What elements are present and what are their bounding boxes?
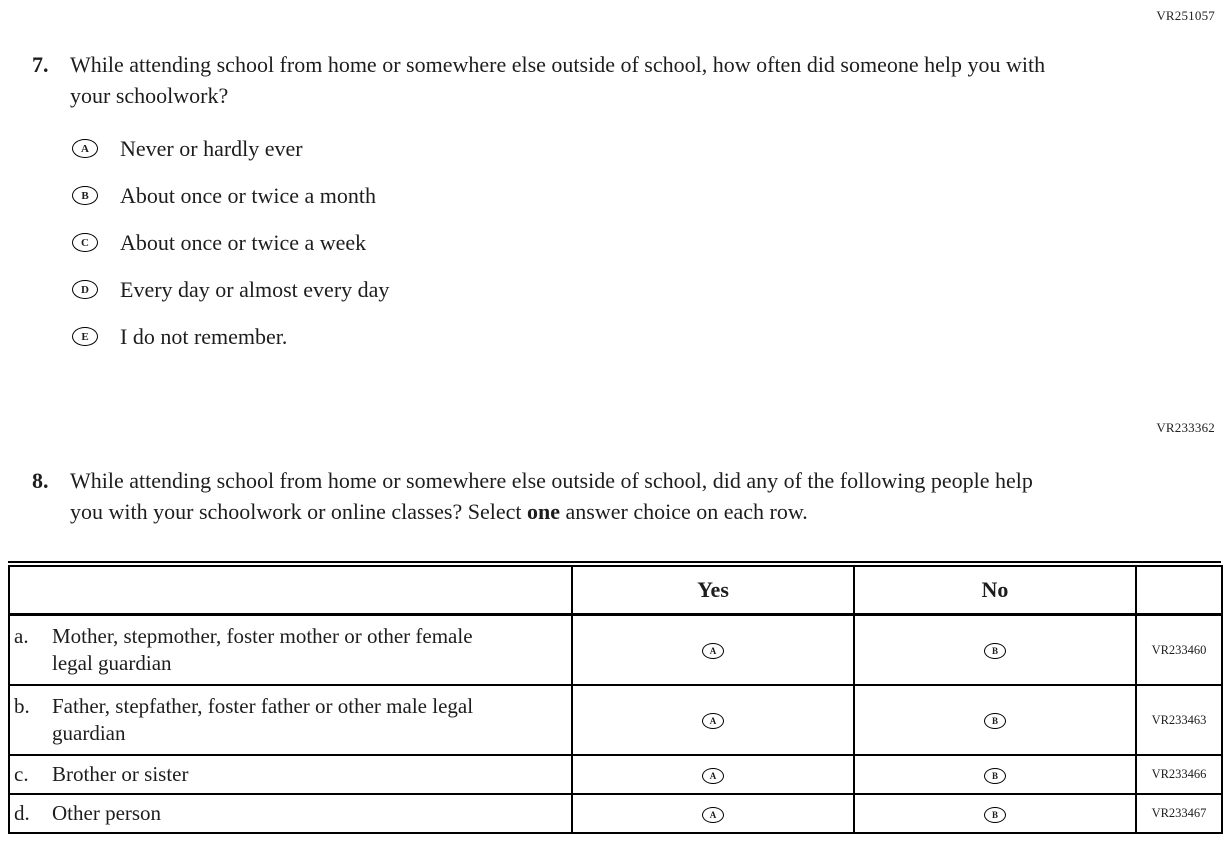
- question-8-text-after: answer choice on each row.: [560, 499, 808, 524]
- q8-row-c-code: VR233466: [1136, 755, 1222, 794]
- q8-row-b-no-bubble[interactable]: B: [984, 713, 1006, 729]
- q8-header-no: No: [854, 566, 1136, 615]
- q7-option-e-bubble[interactable]: E: [72, 327, 98, 346]
- q8-row-c: [9, 755, 1222, 794]
- question-8-text-before: While attending school from home or somewhere else outside of school, did any of the following people help you with your schoolwork or online classes? Select: [70, 468, 1033, 524]
- q8-row-b: [9, 685, 1222, 755]
- q7-option-d-bubble[interactable]: D: [72, 280, 98, 299]
- question-8-text: [70, 465, 1070, 527]
- q8-row-d-yes-bubble[interactable]: A: [702, 807, 724, 823]
- q7-option-d: [72, 266, 1229, 313]
- q8-row-a-yes-cell: [572, 615, 854, 686]
- q8-row-d-no-cell: [854, 794, 1136, 833]
- q7-option-a-label: Never or hardly ever: [120, 135, 303, 161]
- q8-row-a-label-cell: [9, 615, 572, 686]
- q7-option-d-label: Every day or almost every day: [120, 276, 390, 302]
- question-7: [32, 49, 1229, 111]
- q7-option-c: [72, 219, 1229, 266]
- q8-row-d-no-bubble[interactable]: B: [984, 807, 1006, 823]
- q8-row-b-label-cell: [9, 685, 572, 755]
- q8-row-d-marker: d.: [14, 801, 30, 825]
- q8-row-b-yes-cell: [572, 685, 854, 755]
- form-code-middle: VR233362: [1156, 420, 1215, 435]
- q8-row-a-code: VR233460: [1136, 615, 1222, 686]
- q8-header-blank: [9, 566, 572, 615]
- q8-table-wrapper: [8, 561, 1221, 834]
- q8-row-a-marker: a.: [14, 624, 29, 648]
- q8-row-d-label-cell: [9, 794, 572, 833]
- q8-row-c-yes-bubble[interactable]: A: [702, 768, 724, 784]
- question-7-options: [72, 125, 1229, 360]
- q8-row-b-code: VR233463: [1136, 685, 1222, 755]
- q8-row-a-yes-bubble[interactable]: A: [702, 643, 724, 659]
- q8-row-b-no-cell: [854, 685, 1136, 755]
- q7-option-b-label: About once or twice a month: [120, 182, 376, 208]
- q8-row-b-label: Father, stepfather, foster father or other male legal guardian: [52, 694, 474, 745]
- q8-row-d-yes-cell: [572, 794, 854, 833]
- q7-option-b-bubble[interactable]: B: [72, 186, 98, 205]
- q8-row-c-no-cell: [854, 755, 1136, 794]
- question-7-text: While attending school from home or somewhere else outside of school, how often did someone help you with your schoolwork?: [70, 52, 1046, 108]
- q8-row-c-marker: c.: [14, 762, 29, 786]
- q7-option-c-bubble[interactable]: C: [72, 233, 98, 252]
- q8-row-c-yes-cell: [572, 755, 854, 794]
- q8-header-code-blank: [1136, 566, 1222, 615]
- q7-option-a-bubble[interactable]: A: [72, 139, 98, 158]
- q8-row-a-no-cell: [854, 615, 1136, 686]
- q8-row-c-no-bubble[interactable]: B: [984, 768, 1006, 784]
- q7-option-a: [72, 125, 1229, 172]
- form-code-top: VR251057: [1156, 8, 1215, 23]
- q8-row-a: [9, 615, 1222, 686]
- q7-option-e-label: I do not remember.: [120, 323, 288, 349]
- q8-row-d-code: VR233467: [1136, 794, 1222, 833]
- q8-row-a-label: Mother, stepmother, foster mother or other female legal guardian: [52, 624, 473, 675]
- q8-header-yes: Yes: [572, 566, 854, 615]
- q8-table-header-row: [9, 566, 1222, 615]
- q8-row-d: [9, 794, 1222, 833]
- q8-row-b-marker: b.: [14, 694, 30, 718]
- question-8-text-bold: one: [527, 499, 561, 524]
- q7-option-e: [72, 313, 1229, 360]
- q8-table: [8, 565, 1223, 834]
- question-8: [32, 465, 1229, 527]
- q8-row-d-label: Other person: [52, 801, 162, 825]
- q8-row-c-label: Brother or sister: [52, 762, 189, 786]
- q8-row-a-no-bubble[interactable]: B: [984, 643, 1006, 659]
- question-8-number: 8.: [32, 468, 49, 493]
- q7-option-c-label: About once or twice a week: [120, 229, 367, 255]
- q7-option-b: [72, 172, 1229, 219]
- question-7-number: 7.: [32, 52, 49, 77]
- q8-row-b-yes-bubble[interactable]: A: [702, 713, 724, 729]
- q8-row-c-label-cell: [9, 755, 572, 794]
